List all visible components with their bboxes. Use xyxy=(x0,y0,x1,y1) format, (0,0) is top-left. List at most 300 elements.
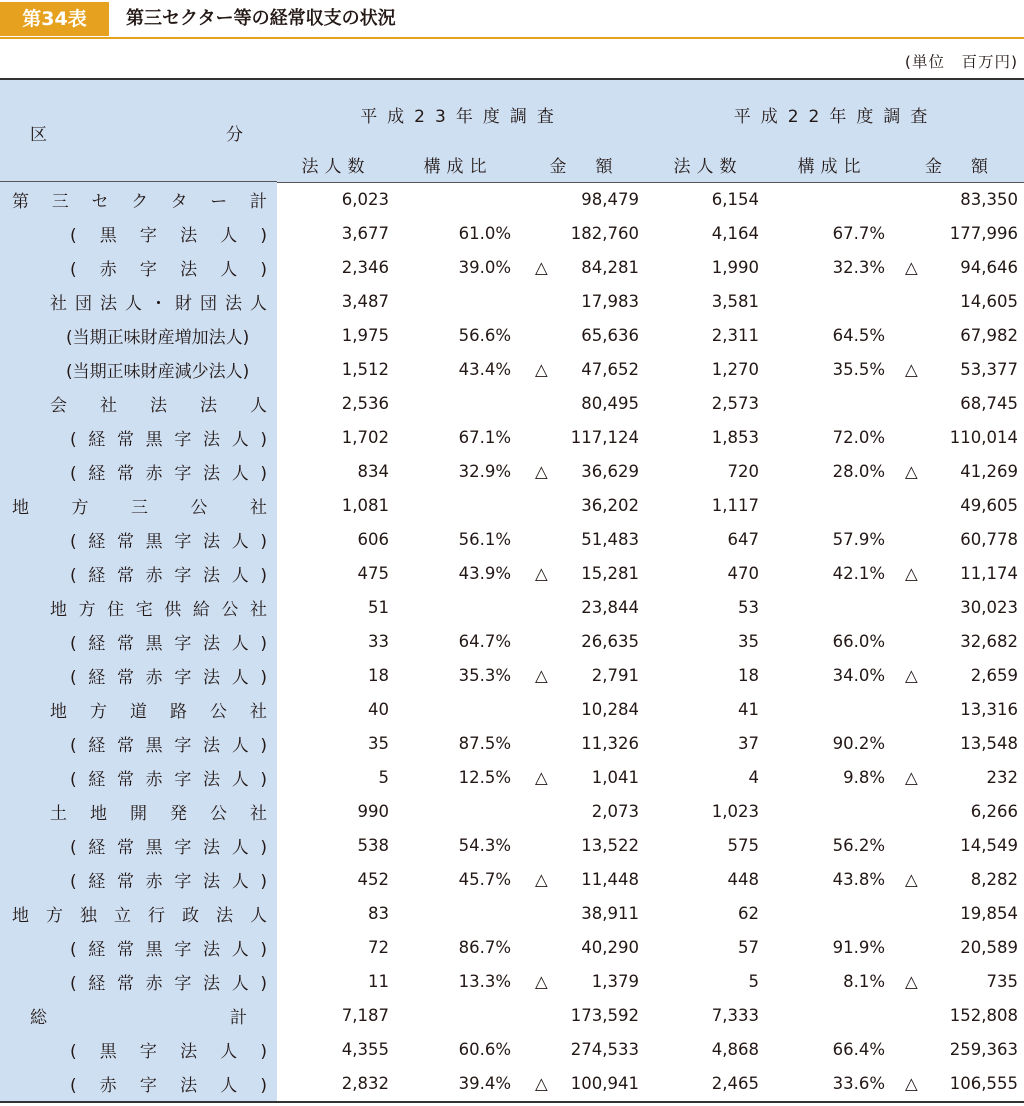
data-table xyxy=(0,78,1024,1103)
cell-amount-h23 xyxy=(521,693,647,727)
negative-mark: △ xyxy=(535,564,548,583)
cell-ratio-h22 xyxy=(769,387,895,421)
row-label: (経常黒字法人) xyxy=(0,931,277,965)
amount-value: 32,682 xyxy=(960,632,1019,651)
cell-amount-h23 xyxy=(521,795,647,829)
negative-mark: △ xyxy=(535,1074,548,1093)
amount-value: 51,483 xyxy=(581,530,640,549)
cell-count-h23: 2,536 xyxy=(341,394,389,413)
row-label: (当期正味財産増加法人) xyxy=(0,319,277,353)
cell-amount-h23 xyxy=(521,625,647,659)
cell-amount-h23 xyxy=(521,1033,647,1067)
amount-value: 36,629 xyxy=(581,462,640,481)
cell-ratio-h23: 86.7% xyxy=(458,938,511,957)
amount-value: 10,284 xyxy=(581,700,640,719)
cell-count-h23: 3,487 xyxy=(341,292,389,311)
amount-value: 15,281 xyxy=(581,564,640,583)
cell-count-h23: 452 xyxy=(357,870,389,889)
kubun-header xyxy=(0,79,277,182)
cell-ratio-h22: 8.1% xyxy=(843,972,886,991)
table-row xyxy=(0,761,1024,795)
cell-amount-h23 xyxy=(521,591,647,625)
amount-value: 68,745 xyxy=(960,394,1019,413)
cell-ratio-h22: 35.5% xyxy=(832,360,886,379)
cell-ratio-h23: 35.3% xyxy=(458,666,511,685)
negative-mark: △ xyxy=(535,972,548,991)
header-row-sections xyxy=(0,79,1024,148)
cell-count-h22: 41 xyxy=(738,700,760,719)
cell-ratio-h22: 9.8% xyxy=(843,768,886,787)
row-label: 地方独立行政法人 xyxy=(0,897,277,931)
cell-ratio-h23: 39.4% xyxy=(395,1067,521,1102)
amount-value: 259,363 xyxy=(949,1040,1019,1059)
cell-amount-h22 xyxy=(895,693,1024,727)
negative-mark: △ xyxy=(535,462,548,481)
section-header-h23: 平成23年度調査 xyxy=(277,79,647,148)
row-label: (経常黒字法人) xyxy=(0,421,277,455)
cell-ratio-h23: 64.7% xyxy=(458,632,511,651)
cell-amount-h23 xyxy=(521,727,647,761)
cell-ratio-h23 xyxy=(395,693,521,727)
table-row xyxy=(0,557,1024,591)
row-label: (赤字法人) xyxy=(0,1067,277,1102)
cell-count-h23: 7,187 xyxy=(341,1006,389,1025)
cell-count-h23: 990 xyxy=(357,802,389,821)
cell-count-h23: 33 xyxy=(368,632,389,651)
cell-count-h22: 1,853 xyxy=(711,428,760,447)
amount-value: 1,041 xyxy=(591,768,640,787)
amount-value: 13,548 xyxy=(960,734,1019,753)
cell-ratio-h22: 72.0% xyxy=(832,428,886,447)
amount-value: 14,605 xyxy=(960,292,1019,311)
amount-value: 13,522 xyxy=(581,836,640,855)
cell-ratio-h22: 66.0% xyxy=(832,632,886,651)
row-label: (経常赤字法人) xyxy=(0,557,277,591)
cell-count-h22: 3,581 xyxy=(711,292,760,311)
cell-amount-h22 xyxy=(895,523,1024,557)
amount-value: 2,659 xyxy=(970,666,1019,685)
page-title: 第三セクター等の経常収支の状況 xyxy=(126,8,396,29)
amount-value: 80,495 xyxy=(581,394,640,413)
cell-ratio-h22: 90.2% xyxy=(832,734,886,753)
cell-amount-h23 xyxy=(521,1067,647,1102)
cell-amount-h22 xyxy=(895,251,1024,285)
cell-count-h22: 470 xyxy=(727,564,760,583)
table-row xyxy=(0,489,1024,523)
cell-count-h22: 1,117 xyxy=(711,496,760,515)
cell-ratio-h23 xyxy=(395,182,521,217)
cell-count-h23: 35 xyxy=(368,734,389,753)
cell-ratio-h22: 42.1% xyxy=(832,564,886,583)
table-row xyxy=(0,421,1024,455)
cell-amount-h23 xyxy=(521,999,647,1033)
cell-count-h23: 1,081 xyxy=(341,496,389,515)
amount-value: 83,350 xyxy=(960,190,1019,209)
cell-count-h22: 448 xyxy=(727,870,760,889)
amount-value: 152,808 xyxy=(949,1006,1019,1025)
cell-amount-h23 xyxy=(521,182,647,217)
cell-ratio-h23 xyxy=(395,999,521,1033)
row-label: 総計 xyxy=(0,999,277,1033)
cell-amount-h23 xyxy=(521,829,647,863)
cell-count-h23: 6,023 xyxy=(341,190,389,209)
amount-value: 2,073 xyxy=(591,802,640,821)
amount-value: 274,533 xyxy=(570,1040,640,1059)
cell-amount-h22 xyxy=(895,727,1024,761)
amount-value: 49,605 xyxy=(960,496,1019,515)
cell-ratio-h22 xyxy=(769,285,895,319)
cell-count-h22: 720 xyxy=(727,462,760,481)
cell-amount-h23 xyxy=(521,421,647,455)
cell-ratio-h22: 33.6% xyxy=(769,1067,895,1102)
cell-ratio-h23 xyxy=(395,489,521,523)
amount-value: 735 xyxy=(986,972,1019,991)
cell-ratio-h23: 54.3% xyxy=(458,836,511,855)
amount-value: 98,479 xyxy=(581,190,640,209)
cell-count-h22: 4,164 xyxy=(711,224,760,243)
cell-ratio-h23: 56.6% xyxy=(458,326,511,345)
cell-ratio-h23: 60.6% xyxy=(458,1040,511,1059)
col-header-ratio-h22: 構成比 xyxy=(769,148,895,182)
table-row xyxy=(0,931,1024,965)
negative-mark: △ xyxy=(905,972,918,991)
amount-value: 2,791 xyxy=(591,666,640,685)
title-underline xyxy=(0,37,1024,39)
cell-ratio-h22 xyxy=(769,591,895,625)
col-header-count-h23: 法人数 xyxy=(277,148,395,182)
cell-count-h23: 5 xyxy=(378,768,389,787)
cell-amount-h23 xyxy=(521,931,647,965)
cell-amount-h22 xyxy=(895,421,1024,455)
col-header-amount-h22: 金 額 xyxy=(895,148,1024,182)
table-row xyxy=(0,999,1024,1033)
cell-amount-h23 xyxy=(521,761,647,795)
table-row xyxy=(0,319,1024,353)
row-label: 第三セクター計 xyxy=(0,182,277,217)
cell-amount-h23 xyxy=(521,965,647,999)
amount-value: 11,326 xyxy=(581,734,640,753)
row-label: (経常赤字法人) xyxy=(0,863,277,897)
table-row xyxy=(0,965,1024,999)
section-header-h22: 平成22年度調査 xyxy=(647,79,1024,148)
cell-count-h23: 475 xyxy=(357,564,389,583)
cell-amount-h23 xyxy=(521,285,647,319)
cell-count-h22: 2,573 xyxy=(711,394,760,413)
cell-amount-h22 xyxy=(895,285,1024,319)
negative-mark: △ xyxy=(905,1074,918,1093)
amount-value: 232 xyxy=(986,768,1019,787)
cell-amount-h23 xyxy=(521,319,647,353)
amount-value: 23,844 xyxy=(581,598,640,617)
table-row xyxy=(0,829,1024,863)
amount-value: 40,290 xyxy=(581,938,640,957)
cell-amount-h22 xyxy=(895,387,1024,421)
table-row xyxy=(0,251,1024,285)
kubun-right-label: 分 xyxy=(226,125,243,145)
cell-count-h23: 606 xyxy=(357,530,389,549)
cell-amount-h22 xyxy=(895,999,1024,1033)
row-label: (経常黒字法人) xyxy=(0,829,277,863)
cell-ratio-h22: 32.3% xyxy=(832,258,886,277)
cell-amount-h22 xyxy=(895,319,1024,353)
col-header-ratio-h23: 構成比 xyxy=(395,148,521,182)
cell-ratio-h23: 56.1% xyxy=(458,530,511,549)
amount-value: 117,124 xyxy=(570,428,640,447)
cell-amount-h22 xyxy=(895,353,1024,387)
row-label: (経常黒字法人) xyxy=(0,727,277,761)
cell-ratio-h23 xyxy=(395,387,521,421)
negative-mark: △ xyxy=(905,870,918,889)
row-label: (黒字法人) xyxy=(0,217,277,251)
cell-count-h23: 1,512 xyxy=(341,360,389,379)
cell-count-h22: 2,465 xyxy=(647,1067,769,1102)
negative-mark: △ xyxy=(535,870,548,889)
table-row xyxy=(0,727,1024,761)
cell-ratio-h22 xyxy=(769,693,895,727)
row-label: (経常黒字法人) xyxy=(0,523,277,557)
cell-amount-h23 xyxy=(521,863,647,897)
table-number-badge: 第34表 xyxy=(0,2,109,36)
cell-count-h23: 2,346 xyxy=(341,258,389,277)
amount-value: 8,282 xyxy=(970,870,1019,889)
row-label: (経常赤字法人) xyxy=(0,455,277,489)
cell-amount-h22 xyxy=(895,829,1024,863)
cell-count-h23: 83 xyxy=(368,904,389,923)
cell-count-h22: 1,023 xyxy=(711,802,760,821)
cell-count-h22: 647 xyxy=(727,530,760,549)
cell-ratio-h22 xyxy=(769,182,895,217)
cell-count-h23: 51 xyxy=(368,598,389,617)
table-row xyxy=(0,795,1024,829)
amount-value: 6,266 xyxy=(970,802,1019,821)
cell-ratio-h22 xyxy=(769,795,895,829)
amount-value: 106,555 xyxy=(949,1074,1019,1093)
cell-amount-h22 xyxy=(895,761,1024,795)
cell-amount-h22 xyxy=(895,182,1024,217)
cell-count-h23: 3,677 xyxy=(341,224,389,243)
amount-value: 84,281 xyxy=(581,258,640,277)
cell-ratio-h22: 57.9% xyxy=(832,530,886,549)
table-row xyxy=(0,625,1024,659)
amount-value: 182,760 xyxy=(570,224,640,243)
amount-value: 60,778 xyxy=(960,530,1019,549)
table-row xyxy=(0,455,1024,489)
cell-ratio-h22: 28.0% xyxy=(832,462,886,481)
cell-amount-h23 xyxy=(521,455,647,489)
cell-ratio-h22: 43.8% xyxy=(832,870,886,889)
amount-value: 20,589 xyxy=(960,938,1019,957)
negative-mark: △ xyxy=(905,666,918,685)
cell-ratio-h23: 43.4% xyxy=(458,360,511,379)
cell-count-h23: 834 xyxy=(357,462,389,481)
cell-count-h23: 40 xyxy=(368,700,389,719)
title-bar xyxy=(0,0,1024,38)
row-label: 地方三公社 xyxy=(0,489,277,523)
row-label: 土地開発公社 xyxy=(0,795,277,829)
cell-amount-h22 xyxy=(895,489,1024,523)
cell-amount-h22 xyxy=(895,625,1024,659)
cell-count-h23: 2,832 xyxy=(277,1067,395,1102)
amount-value: 11,448 xyxy=(581,870,640,889)
cell-amount-h22 xyxy=(895,1067,1024,1102)
cell-ratio-h23 xyxy=(395,795,521,829)
cell-amount-h22 xyxy=(895,795,1024,829)
row-label: 地方道路公社 xyxy=(0,693,277,727)
cell-amount-h22 xyxy=(895,659,1024,693)
row-label: 社団法人・財団法人 xyxy=(0,285,277,319)
cell-count-h23: 4,355 xyxy=(341,1040,389,1059)
cell-amount-h22 xyxy=(895,557,1024,591)
amount-value: 53,377 xyxy=(960,360,1019,379)
cell-amount-h22 xyxy=(895,897,1024,931)
negative-mark: △ xyxy=(535,666,548,685)
amount-value: 65,636 xyxy=(581,326,640,345)
amount-value: 173,592 xyxy=(570,1006,640,1025)
cell-ratio-h22: 67.7% xyxy=(832,224,886,243)
table-row xyxy=(0,659,1024,693)
cell-ratio-h23: 12.5% xyxy=(458,768,511,787)
amount-value: 30,023 xyxy=(960,598,1019,617)
cell-ratio-h22 xyxy=(769,489,895,523)
table-row xyxy=(0,1033,1024,1067)
cell-count-h22: 18 xyxy=(738,666,760,685)
table-row xyxy=(0,523,1024,557)
cell-ratio-h23: 13.3% xyxy=(458,972,511,991)
row-label: 地方住宅供給公社 xyxy=(0,591,277,625)
amount-value: 38,911 xyxy=(581,904,640,923)
cell-amount-h22 xyxy=(895,863,1024,897)
negative-mark: △ xyxy=(905,360,918,379)
cell-ratio-h22: 56.2% xyxy=(832,836,886,855)
cell-count-h22: 53 xyxy=(738,598,760,617)
amount-value: 17,983 xyxy=(581,292,640,311)
amount-value: 100,941 xyxy=(570,1074,640,1093)
amount-value: 110,014 xyxy=(949,428,1019,447)
cell-count-h23: 1,975 xyxy=(341,326,389,345)
amount-value: 67,982 xyxy=(960,326,1019,345)
table-row xyxy=(0,693,1024,727)
cell-count-h22: 5 xyxy=(748,972,760,991)
cell-ratio-h23: 61.0% xyxy=(458,224,511,243)
cell-ratio-h22 xyxy=(769,999,895,1033)
row-label: (黒字法人) xyxy=(0,1033,277,1067)
cell-ratio-h23 xyxy=(395,285,521,319)
cell-count-h22: 2,311 xyxy=(711,326,760,345)
negative-mark: △ xyxy=(905,258,918,277)
cell-count-h22: 57 xyxy=(738,938,760,957)
cell-count-h22: 62 xyxy=(738,904,760,923)
negative-mark: △ xyxy=(535,258,548,277)
cell-ratio-h23: 39.0% xyxy=(458,258,511,277)
cell-count-h22: 7,333 xyxy=(711,1006,760,1025)
cell-amount-h22 xyxy=(895,591,1024,625)
row-label: (赤字法人) xyxy=(0,251,277,285)
negative-mark: △ xyxy=(535,360,548,379)
cell-ratio-h23: 45.7% xyxy=(458,870,511,889)
amount-value: 47,652 xyxy=(581,360,640,379)
cell-count-h22: 1,990 xyxy=(711,258,760,277)
col-header-count-h22: 法人数 xyxy=(647,148,769,182)
cell-amount-h23 xyxy=(521,489,647,523)
cell-count-h22: 4 xyxy=(748,768,760,787)
cell-ratio-h23: 43.9% xyxy=(458,564,511,583)
cell-ratio-h23 xyxy=(395,897,521,931)
amount-value: 26,635 xyxy=(581,632,640,651)
cell-ratio-h22: 91.9% xyxy=(832,938,886,957)
cell-ratio-h23 xyxy=(395,591,521,625)
table-body xyxy=(0,182,1024,1102)
negative-mark: △ xyxy=(905,564,918,583)
row-label: (経常赤字法人) xyxy=(0,761,277,795)
table-row xyxy=(0,897,1024,931)
table-row xyxy=(0,182,1024,217)
cell-amount-h23 xyxy=(521,387,647,421)
cell-amount-h22 xyxy=(895,455,1024,489)
cell-amount-h23 xyxy=(521,251,647,285)
cell-count-h22: 37 xyxy=(738,734,760,753)
amount-value: 11,174 xyxy=(960,564,1019,583)
table-row xyxy=(0,1067,1024,1102)
cell-amount-h23 xyxy=(521,557,647,591)
table-row xyxy=(0,591,1024,625)
table-row xyxy=(0,285,1024,319)
cell-count-h23: 18 xyxy=(368,666,389,685)
cell-count-h23: 1,702 xyxy=(341,428,389,447)
unit-note: (単位 百万円) xyxy=(904,53,1018,71)
cell-count-h23: 72 xyxy=(368,938,389,957)
table-row xyxy=(0,353,1024,387)
amount-value: 13,316 xyxy=(960,700,1019,719)
data-table-wrapper xyxy=(0,78,1024,1103)
cell-count-h22: 6,154 xyxy=(711,190,760,209)
table-row xyxy=(0,863,1024,897)
table-row xyxy=(0,217,1024,251)
amount-value: 41,269 xyxy=(960,462,1019,481)
cell-ratio-h23: 32.9% xyxy=(458,462,511,481)
row-label: (経常赤字法人) xyxy=(0,965,277,999)
row-label: (経常赤字法人) xyxy=(0,659,277,693)
amount-value: 1,379 xyxy=(591,972,640,991)
cell-ratio-h22: 64.5% xyxy=(832,326,886,345)
row-label: 会社法法人 xyxy=(0,387,277,421)
cell-amount-h23 xyxy=(521,897,647,931)
cell-amount-h23 xyxy=(521,523,647,557)
cell-ratio-h23: 67.1% xyxy=(458,428,511,447)
negative-mark: △ xyxy=(905,768,918,787)
cell-count-h23: 11 xyxy=(368,972,389,991)
cell-amount-h22 xyxy=(895,965,1024,999)
cell-ratio-h22: 66.4% xyxy=(832,1040,886,1059)
row-label: (経常黒字法人) xyxy=(0,625,277,659)
cell-amount-h22 xyxy=(895,931,1024,965)
cell-count-h22: 35 xyxy=(738,632,760,651)
cell-ratio-h22: 34.0% xyxy=(832,666,886,685)
amount-value: 14,549 xyxy=(960,836,1019,855)
negative-mark: △ xyxy=(905,462,918,481)
amount-value: 94,646 xyxy=(960,258,1019,277)
amount-value: 36,202 xyxy=(581,496,640,515)
cell-ratio-h22 xyxy=(769,897,895,931)
cell-count-h22: 1,270 xyxy=(711,360,760,379)
negative-mark: △ xyxy=(535,768,548,787)
amount-value: 177,996 xyxy=(949,224,1019,243)
row-label: (当期正味財産減少法人) xyxy=(0,353,277,387)
col-header-amount-h23: 金 額 xyxy=(521,148,647,182)
cell-ratio-h23: 87.5% xyxy=(458,734,511,753)
cell-count-h22: 4,868 xyxy=(711,1040,760,1059)
cell-count-h22: 575 xyxy=(727,836,760,855)
cell-count-h23: 538 xyxy=(357,836,389,855)
